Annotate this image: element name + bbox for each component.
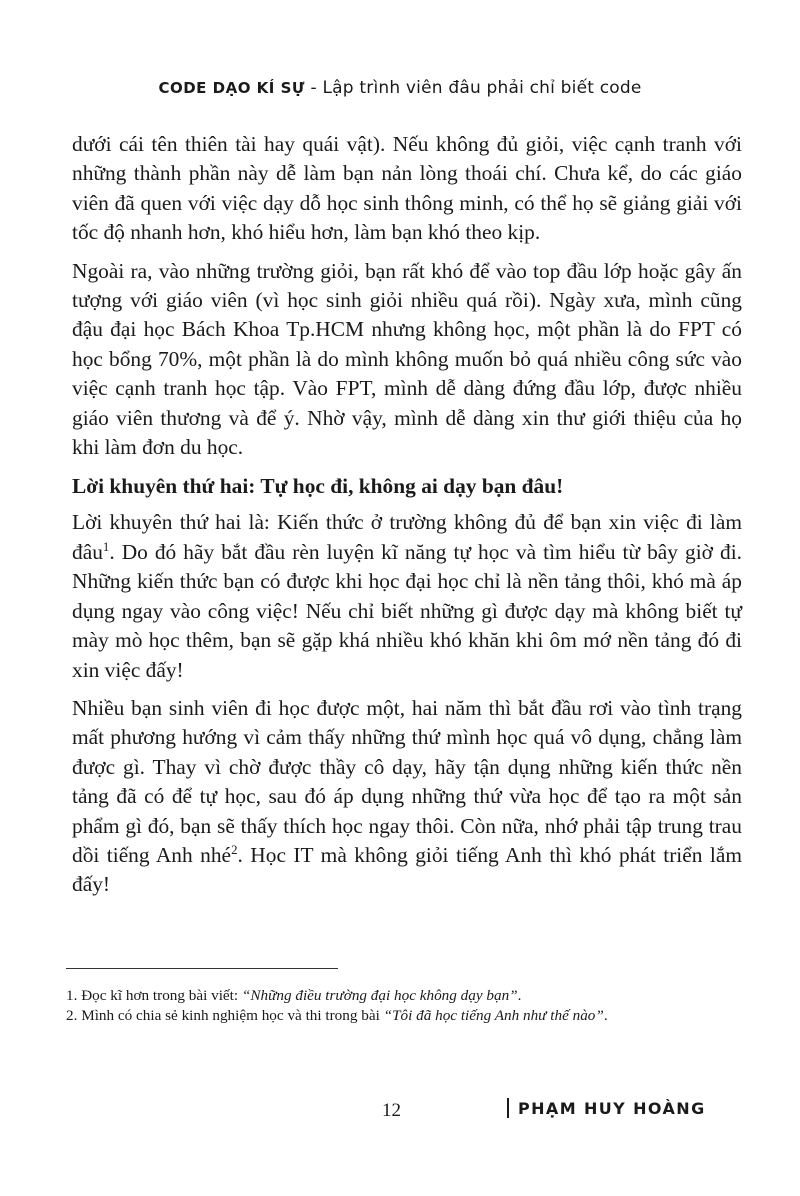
body-paragraph	[72, 694, 742, 900]
paragraph-text: . Học IT mà không giỏi tiếng Anh thì khó phát triển lắm đấy!	[72, 842, 742, 897]
footnote-1	[66, 986, 742, 1006]
footnotes	[66, 986, 742, 1026]
page-body	[72, 130, 742, 909]
footer-bar	[507, 1098, 509, 1118]
body-paragraph: dưới cái tên thiên tài hay quái vật). Nếu không đủ giỏi, việc cạnh tranh với những thành phần này dễ làm bạn nản lòng thoái chí. Chưa kể, do các giáo viên đã quen với việc dạy dỗ học sinh thông minh, có thể họ sẽ giảng giải với tốc độ nhanh hơn, khó hiểu hơn, làm bạn khó theo kịp.	[72, 132, 742, 245]
paragraph-text: . Do đó hãy bắt đầu rèn luyện kĩ năng tự học và tìm hiểu từ bây giờ đi. Những kiến thức bạn có được khi học đại học chỉ là nền tảng thôi, khó mà áp dụng ngay vào công việc! Nếu chỉ biết những gì được dạy mà không biết tự mày mò học thêm, bạn sẽ gặp khá nhiều khó khăn khi ôm mớ nền tảng đó đi xin việc đấy!	[72, 539, 742, 682]
footnote-divider	[66, 968, 338, 969]
paragraph-text: Nhiều bạn sinh viên đi học được một, hai năm thì bắt đầu rơi vào tình trạng mất phương hướng vì cảm thấy những thứ mình học quá vô dụng, chẳng làm được gì. Thay vì chờ được thầy cô dạy, hãy tận dụng những kiến thức nền tảng đã có để tự học, sau đó áp dụng những thứ vừa học để tạo ra một sản phẩm gì đó, bạn sẽ thấy thích học ngay thôi. Còn nữa, nhớ phải tập trung trau dồi tiếng Anh nhé	[72, 695, 742, 867]
body-paragraph: Ngoài ra, vào những trường giỏi, bạn rất khó để vào top đầu lớp hoặc gây ấn tượng với giáo viên (vì học sinh giỏi nhiều quá rồi). Ngày xưa, mình cũng đậu đại học Bách Khoa Tp.HCM nhưng không học, một phần là do FPT có học bổng 70%, một phần là do mình không muốn bỏ quá nhiều công sức vào việc cạnh tranh học tập. Vào FPT, mình dễ dàng đứng đầu lớp, được nhiều giáo viên thương và để ý. Nhờ vậy, mình dễ dàng xin thư giới thiệu của họ khi làm đơn du học.	[72, 258, 742, 460]
footnote-text: .	[603, 1007, 608, 1024]
footnote-marker: 1	[102, 539, 110, 554]
section-heading: Lời khuyên thứ hai: Tự học đi, không ai dạy bạn đâu!	[72, 474, 564, 499]
footnote-text: 1. Đọc kĩ hơn trong bài viết:	[66, 987, 242, 1004]
page-number: 12	[382, 1100, 401, 1121]
body-paragraph	[72, 508, 742, 684]
author-footer	[507, 1098, 706, 1118]
book-subtitle: Lập trình viên đâu phải chỉ biết code	[322, 78, 642, 98]
footnote-marker: 2	[231, 842, 238, 857]
book-series-title: CODE DẠO KÍ SỰ	[158, 79, 305, 97]
header-separator: -	[304, 78, 323, 98]
footnote-2	[66, 1006, 742, 1026]
footnote-article-title: “Những điều trường đại học không dạy bạn”	[241, 987, 518, 1004]
author-name: PHẠM HUY HOÀNG	[518, 1099, 706, 1118]
footnote-text: 2. Mình có chia sẻ kinh nghiệm học và thi trong bài	[66, 1007, 384, 1024]
paragraph-text: Lời khuyên thứ hai là: Kiến thức ở trường không đủ để bạn xin việc đi làm đâu	[72, 510, 742, 564]
footnote-article-title: “Tôi đã học tiếng Anh như thế nào”	[383, 1007, 604, 1024]
running-header	[0, 78, 800, 98]
footnote-text: .	[517, 987, 522, 1004]
